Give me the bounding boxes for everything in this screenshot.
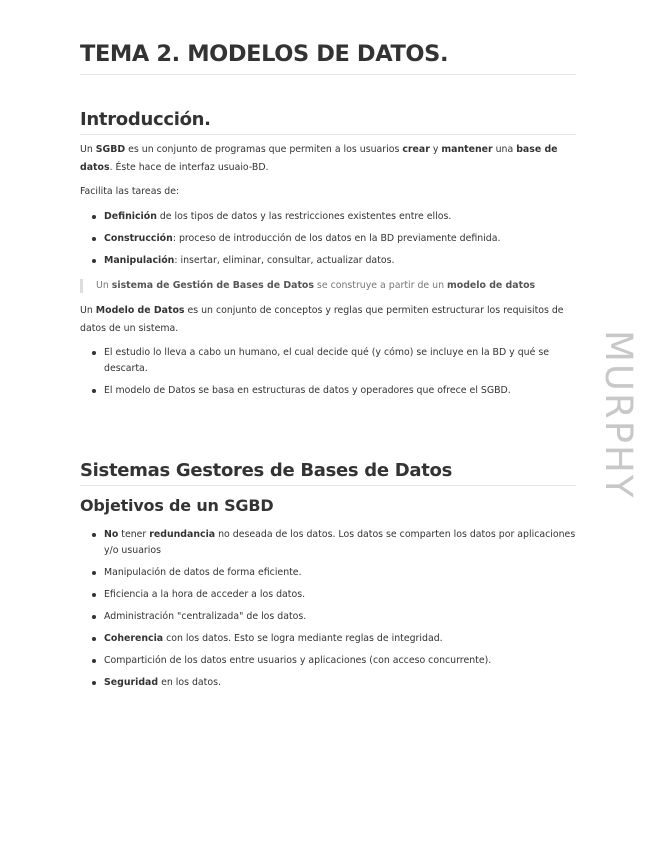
list-item: Construcción: proceso de introducción de los datos en la BD previamente definida. — [80, 231, 576, 247]
list-item: Manipulación de datos de forma eficiente. — [80, 565, 576, 581]
list-item: Eficiencia a la hora de acceder a los datos. — [80, 587, 576, 603]
list-item: Administración "centralizada" de los datos. — [80, 609, 576, 625]
list-item: Coherencia con los datos. Esto se logra mediante reglas de integridad. — [80, 631, 576, 647]
intro-paragraph-3: Un Modelo de Datos es un conjunto de conceptos y reglas que permiten estructurar los requisitos de datos de un sistema. — [80, 305, 564, 334]
page-title: TEMA 2. MODELOS DE DATOS. — [80, 40, 576, 75]
sgbd-heading: Sistemas Gestores de Bases de Datos — [80, 459, 576, 486]
sgbd-subheading: Objetivos de un SGBD — [80, 496, 274, 515]
list-item: No tener redundancia no deseada de los datos. Los datos se comparten los datos por aplicaciones y/o usuarios — [80, 527, 576, 559]
list-item: El estudio lo lleva a cabo un humano, el cual decide qué (y cómo) se incluye en la BD y qué se descarta. — [80, 345, 576, 377]
list-item: Manipulación: insertar, eliminar, consultar, actualizar datos. — [80, 253, 576, 269]
tasks-list — [80, 209, 576, 275]
intro-heading: Introducción. — [80, 108, 576, 135]
list-item: Seguridad en los datos. — [80, 675, 576, 691]
list-item: Compartición de los datos entre usuarios y aplicaciones (con acceso concurrente). — [80, 653, 576, 669]
list-item: Definición de los tipos de datos y las restricciones existentes entre ellos. — [80, 209, 576, 225]
intro-paragraph-1: Un SGBD es un conjunto de programas que permiten a los usuarios crear y mantener una base de datos. Éste hace de interfaz usuaio-BD. — [80, 144, 558, 173]
intro-paragraph-2: Facilita las tareas de: — [80, 186, 180, 197]
objectives-list — [80, 527, 576, 697]
watermark-text: MURPHY — [597, 330, 640, 500]
blockquote: Un sistema de Gestión de Bases de Datos se construye a partir de un modelo de datos — [80, 279, 584, 293]
notes-list — [80, 345, 576, 405]
list-item: El modelo de Datos se basa en estructuras de datos y operadores que ofrece el SGBD. — [80, 383, 576, 399]
